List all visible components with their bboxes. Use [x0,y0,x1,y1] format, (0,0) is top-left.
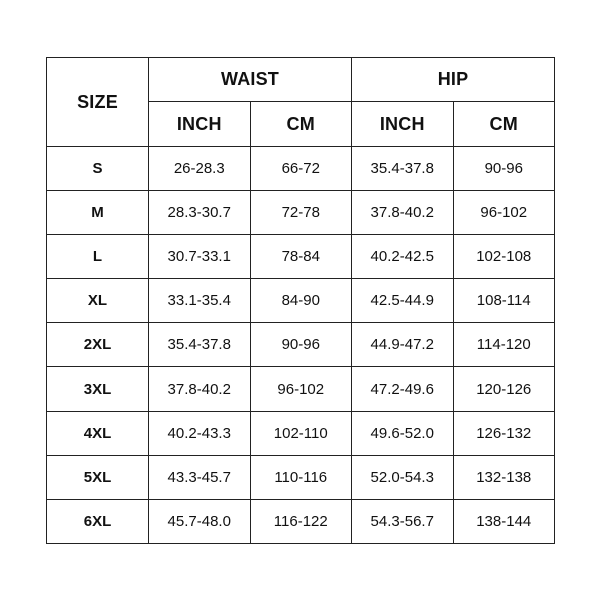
waist-cm-cell: 110-116 [250,455,352,499]
hip-cm-cell: 126-132 [453,411,555,455]
hip-inch-cell: 40.2-42.5 [352,235,454,279]
table-row [47,235,555,279]
hip-cm-cell: 102-108 [453,235,555,279]
size-cell: 6XL [47,499,149,543]
size-cell: M [47,191,149,235]
table-row [47,279,555,323]
hip-cm-cell: 96-102 [453,191,555,235]
waist-inch-cell: 26-28.3 [149,147,251,191]
hip-cm-cell: 114-120 [453,323,555,367]
table-row [47,323,555,367]
hip-cm-cell: 108-114 [453,279,555,323]
size-column-header: SIZE [47,58,149,147]
hip-inch-cell: 49.6-52.0 [352,411,454,455]
hip-cm-cell: 120-126 [453,367,555,411]
waist-group-header: WAIST [149,58,352,102]
waist-cm-cell: 84-90 [250,279,352,323]
waist-inch-cell: 33.1-35.4 [149,279,251,323]
waist-cm-cell: 96-102 [250,367,352,411]
waist-cm-cell: 116-122 [250,499,352,543]
hip-group-header: HIP [352,58,555,102]
hip-inch-cell: 52.0-54.3 [352,455,454,499]
waist-cm-cell: 66-72 [250,147,352,191]
waist-cm-cell: 102-110 [250,411,352,455]
hip-inch-cell: 37.8-40.2 [352,191,454,235]
size-cell: 3XL [47,367,149,411]
waist-cm-cell: 72-78 [250,191,352,235]
waist-inch-cell: 40.2-43.3 [149,411,251,455]
waist-inch-cell: 45.7-48.0 [149,499,251,543]
hip-inch-header: INCH [352,102,454,147]
table-row [47,455,555,499]
waist-inch-cell: 28.3-30.7 [149,191,251,235]
table-row [47,367,555,411]
waist-inch-cell: 37.8-40.2 [149,367,251,411]
hip-cm-cell: 90-96 [453,147,555,191]
waist-inch-cell: 43.3-45.7 [149,455,251,499]
hip-inch-cell: 54.3-56.7 [352,499,454,543]
hip-inch-cell: 35.4-37.8 [352,147,454,191]
size-chart-header [47,58,555,147]
waist-inch-header: INCH [149,102,251,147]
size-cell: 5XL [47,455,149,499]
table-row [47,147,555,191]
hip-cm-cell: 138-144 [453,499,555,543]
header-row-groups [47,58,555,102]
size-cell: XL [47,279,149,323]
table-row [47,499,555,543]
waist-inch-cell: 35.4-37.8 [149,323,251,367]
waist-cm-cell: 78-84 [250,235,352,279]
size-cell: 4XL [47,411,149,455]
hip-inch-cell: 44.9-47.2 [352,323,454,367]
size-chart-table [46,57,555,544]
size-cell: 2XL [47,323,149,367]
hip-cm-header: CM [453,102,555,147]
hip-cm-cell: 132-138 [453,455,555,499]
size-chart-body [47,147,555,544]
hip-inch-cell: 47.2-49.6 [352,367,454,411]
waist-cm-header: CM [250,102,352,147]
hip-inch-cell: 42.5-44.9 [352,279,454,323]
table-row [47,191,555,235]
table-row [47,411,555,455]
waist-inch-cell: 30.7-33.1 [149,235,251,279]
size-cell: L [47,235,149,279]
waist-cm-cell: 90-96 [250,323,352,367]
size-cell: S [47,147,149,191]
